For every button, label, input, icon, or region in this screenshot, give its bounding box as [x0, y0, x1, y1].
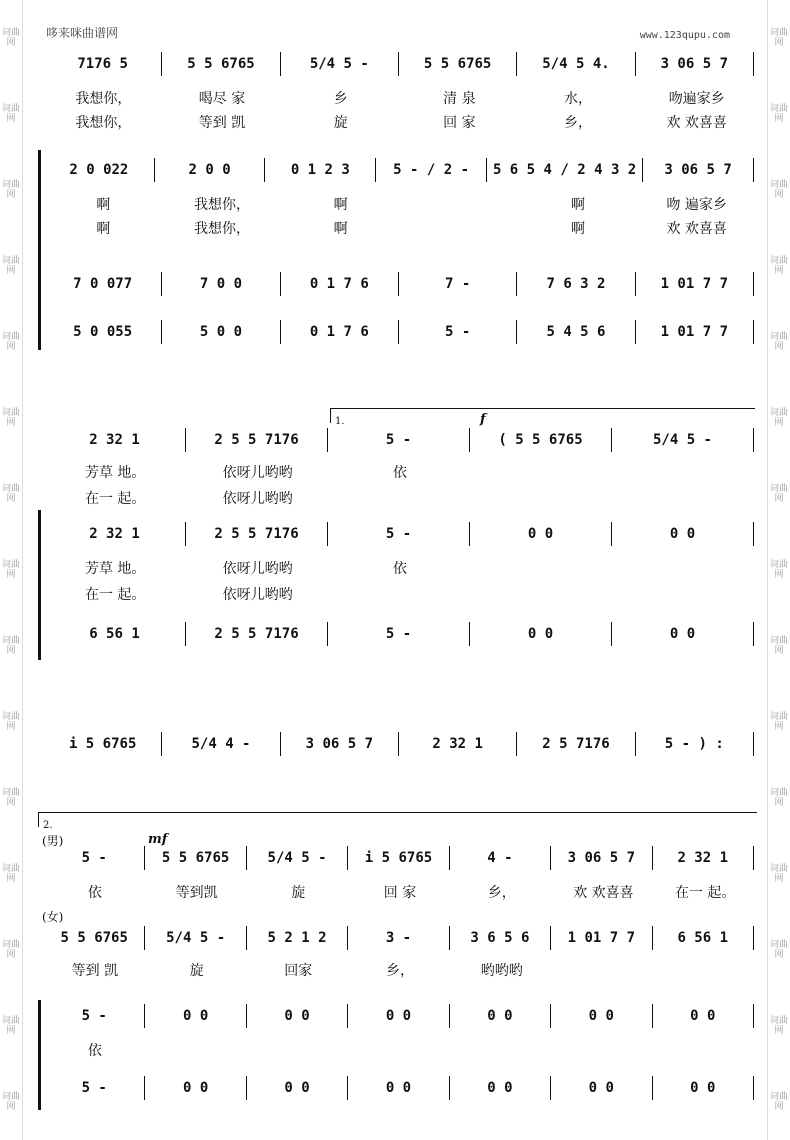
lyric-cell: 等到 凯 [198, 115, 246, 131]
lyric-row [44, 960, 756, 980]
measure: 5 - [327, 522, 469, 546]
lyric-cell: 在一 起。 [84, 587, 146, 603]
lyric-row [44, 462, 756, 482]
measure: 1 01 7 7 [635, 272, 753, 296]
measure: 5/4 5 - [611, 428, 753, 452]
measure: 0 0 [246, 1076, 347, 1100]
system-bracket [38, 1000, 41, 1110]
watermark-mark: 词曲网 [1, 408, 20, 428]
measure: 0 0 [449, 1004, 550, 1028]
measure: 5 5 6765 [398, 52, 516, 76]
lyric-cell: 哟哟哟 [480, 963, 523, 979]
barline [753, 522, 756, 546]
staff-row-male [44, 846, 756, 870]
measure: 4 - [449, 846, 550, 870]
lyric-cell: 乡 [333, 91, 348, 107]
barline [753, 428, 756, 452]
measure: 5 - [81, 1080, 107, 1096]
lyric-cell: 在一 起。 [674, 885, 736, 901]
right-watermark-strip [767, 0, 790, 1140]
lyric-cell: 在一 起。 [84, 491, 146, 507]
watermark-mark: 词曲网 [1, 180, 20, 200]
measure: 3 06 5 7 [550, 846, 651, 870]
measure: 2 5 5 7176 [185, 522, 327, 546]
lyric-cell: 芳草 地。 [84, 561, 146, 577]
dynamic-mf: mf [148, 832, 168, 847]
lyric-row [44, 882, 756, 902]
measure: 7 - [398, 272, 516, 296]
measure: 0 0 [652, 1004, 753, 1028]
measure: 0 0 [550, 1004, 651, 1028]
watermark-mark: 词曲网 [1, 1016, 20, 1036]
measure: 5 5 6765 [161, 52, 279, 76]
lyric-cell: 我想你， [75, 115, 132, 131]
measure: 0 0 [469, 522, 611, 546]
measure: 2 5 7176 [516, 732, 634, 756]
barline [753, 926, 756, 950]
lyric-cell: 芳草 地。 [84, 465, 146, 481]
staff-row-voice3 [44, 272, 756, 296]
measure: 3 06 5 7 [635, 52, 753, 76]
measure: 5 - [327, 622, 469, 646]
measure: i 5 6765 [68, 736, 137, 752]
measure: 5 - [81, 850, 107, 866]
barline [753, 320, 756, 344]
site-name: 哆来咪曲谱网 [46, 26, 119, 40]
measure: 5/4 5 4. [516, 52, 634, 76]
watermark-mark: 词曲网 [769, 788, 788, 808]
measure: 2 0 022 [69, 162, 129, 178]
watermark-mark: 词曲网 [1, 104, 20, 124]
measure: 0 0 [144, 1076, 245, 1100]
lyric-cell: 啊 [571, 221, 586, 237]
lyric-cell: 水， [564, 91, 593, 107]
barline [753, 732, 756, 756]
measure: 0 0 [246, 1004, 347, 1028]
lyric-row [44, 488, 756, 508]
lyric-cell: 回家 [284, 963, 313, 979]
measure: 2 32 1 [89, 432, 140, 448]
watermark-mark: 词曲网 [1, 560, 20, 580]
measure: 0 0 [550, 1076, 651, 1100]
watermark-mark: 词曲网 [769, 28, 788, 48]
lyric-cell: 啊 [333, 197, 348, 213]
watermark-mark: 词曲网 [769, 180, 788, 200]
lyric-cell: 欢 欢喜喜 [666, 221, 727, 237]
lyric-cell: 欢 欢喜喜 [666, 115, 727, 131]
staff-row-voice1 [44, 52, 756, 76]
watermark-mark: 词曲网 [769, 408, 788, 428]
measure: ( 5 5 6765 [469, 428, 611, 452]
lyric-cell: 我想你， [194, 197, 250, 213]
lyric-cell: 旋 [291, 885, 306, 901]
measure: 5/4 5 - [280, 52, 398, 76]
measure: 2 0 0 [154, 158, 265, 182]
measure: 1 01 7 7 [550, 926, 651, 950]
measure: 3 06 5 7 [280, 732, 398, 756]
lyric-cell: 依呀儿哟哟 [222, 491, 293, 507]
voice-label-male: (男) [42, 834, 64, 848]
staff-row-continuation [44, 732, 756, 756]
measure: 5 5 6765 [60, 930, 128, 946]
measure: 5/4 4 - [161, 732, 279, 756]
measure: 5 0 0 [161, 320, 279, 344]
watermark-mark: 词曲网 [769, 560, 788, 580]
staff-row-voice2 [44, 158, 756, 182]
lyric-cell: 依 [393, 465, 408, 481]
measure: 5/4 5 - [144, 926, 245, 950]
lyric-cell: 依 [87, 1043, 102, 1059]
barline [753, 158, 756, 182]
measure: 0 0 [347, 1076, 448, 1100]
watermark-mark: 词曲网 [1, 636, 20, 656]
watermark-mark: 词曲网 [1, 712, 20, 732]
measure: 5 - [398, 320, 516, 344]
lyric-row [44, 194, 756, 214]
barline [753, 1004, 756, 1028]
measure: 5 2 1 2 [246, 926, 347, 950]
barline [753, 846, 756, 870]
staff-row-voice3 [44, 622, 756, 646]
measure: 7 6 3 2 [516, 272, 634, 296]
system-bracket [38, 150, 41, 350]
staff-row-voice4 [44, 1076, 756, 1100]
measure: 0 1 7 6 [280, 272, 398, 296]
measure: 0 1 7 6 [280, 320, 398, 344]
watermark-mark: 词曲网 [769, 712, 788, 732]
lyric-cell: 喝尽 家 [198, 91, 246, 107]
measure: 0 0 [611, 522, 753, 546]
watermark-mark: 词曲网 [769, 864, 788, 884]
watermark-mark: 词曲网 [1, 864, 20, 884]
lyric-cell: 旋 [333, 115, 348, 131]
measure: 0 0 [449, 1076, 550, 1100]
measure: 5 - [327, 428, 469, 452]
lyric-cell: 啊 [571, 197, 586, 213]
lyric-cell: 我想你， [194, 221, 250, 237]
lyric-cell: 乡， [564, 115, 593, 131]
watermark-mark: 词曲网 [1, 788, 20, 808]
measure: 5 4 5 6 [516, 320, 634, 344]
lyric-cell: 乡， [386, 963, 415, 979]
staff-row-voice4 [44, 320, 756, 344]
measure: 2 5 5 7176 [185, 428, 327, 452]
measure: 2 32 1 [398, 732, 516, 756]
lyric-cell: 回 家 [383, 885, 417, 901]
measure: i 5 6765 [347, 846, 448, 870]
voice-label-female: (女) [42, 910, 64, 924]
watermark-mark: 词曲网 [1, 940, 20, 960]
lyric-row [44, 1040, 756, 1060]
lyric-row [44, 112, 756, 132]
volta-second [38, 812, 757, 831]
measure: 0 0 [347, 1004, 448, 1028]
measure: 3 06 5 7 [642, 158, 753, 182]
measure: 6 56 1 [652, 926, 753, 950]
lyric-row [44, 584, 756, 604]
measure: 7176 5 [77, 56, 128, 72]
measure: 5 6 5 4 / 2 4 3 2 [486, 158, 642, 182]
barline [753, 1076, 756, 1100]
site-url: www.123qupu.com [639, 30, 730, 41]
watermark-mark: 词曲网 [769, 1016, 788, 1036]
watermark-mark: 词曲网 [1, 484, 20, 504]
watermark-mark: 词曲网 [769, 636, 788, 656]
watermark-mark: 词曲网 [769, 256, 788, 276]
watermark-mark: 词曲网 [769, 484, 788, 504]
measure: 0 0 [611, 622, 753, 646]
dynamic-f: f [480, 412, 486, 427]
lyric-cell: 啊 [96, 221, 111, 237]
lyric-cell: 旋 [189, 963, 204, 979]
measure: 3 6 5 6 [449, 926, 550, 950]
measure: 5 0 055 [73, 324, 133, 340]
lyric-cell: 回 家 [443, 115, 476, 131]
staff-row-voice1 [44, 428, 756, 452]
system-bracket [38, 510, 41, 660]
staff-row-female [44, 926, 756, 950]
lyric-row [44, 88, 756, 108]
measure: 7 0 0 [161, 272, 279, 296]
lyric-cell: 依呀儿哟哟 [222, 465, 293, 481]
watermark-mark: 词曲网 [769, 104, 788, 124]
staff-row-voice2 [44, 522, 756, 546]
watermark-mark: 词曲网 [769, 1092, 788, 1112]
barline [753, 272, 756, 296]
measure: 2 5 5 7176 [185, 622, 327, 646]
measure: 5 - ) : [635, 732, 753, 756]
staff-row-voice3 [44, 1004, 756, 1028]
lyric-row [44, 218, 756, 238]
volta-first [330, 408, 755, 427]
lyric-cell: 欢 欢喜喜 [573, 885, 634, 901]
measure: 1 01 7 7 [635, 320, 753, 344]
measure: 5/4 5 - [246, 846, 347, 870]
measure: 0 0 [144, 1004, 245, 1028]
lyric-cell: 吻 遍家乡 [666, 197, 727, 213]
lyric-cell: 依 [393, 561, 408, 577]
measure: 2 32 1 [652, 846, 753, 870]
left-watermark-strip [0, 0, 23, 1140]
lyric-cell: 啊 [333, 221, 348, 237]
lyric-cell: 我想你， [75, 91, 132, 107]
lyric-cell: 吻遍家乡 [668, 91, 725, 107]
lyric-cell: 啊 [96, 197, 111, 213]
measure: 0 0 [469, 622, 611, 646]
watermark-mark: 词曲网 [1, 332, 20, 352]
volta-first-label: 1. [335, 416, 345, 427]
measure: 5 - [81, 1008, 107, 1024]
measure: 2 32 1 [89, 526, 140, 542]
lyric-cell: 等到 凯 [71, 963, 119, 979]
watermark-mark: 词曲网 [769, 940, 788, 960]
lyric-cell: 乡， [487, 885, 516, 901]
lyric-cell: 等到凯 [175, 885, 218, 901]
lyric-cell: 依呀儿哟哟 [222, 561, 293, 577]
measure: 6 56 1 [89, 626, 140, 642]
lyric-row [44, 558, 756, 578]
measure: 0 0 [652, 1076, 753, 1100]
measure: 7 0 077 [73, 276, 133, 292]
watermark-mark: 词曲网 [1, 28, 20, 48]
measure: 5 5 6765 [144, 846, 245, 870]
measure: 5 - / 2 - [375, 158, 486, 182]
watermark-mark: 词曲网 [769, 332, 788, 352]
volta-second-label: 2. [43, 820, 53, 831]
lyric-cell: 清 泉 [443, 91, 476, 107]
barline [753, 52, 756, 76]
measure: 3 - [347, 926, 448, 950]
lyric-cell: 依 [87, 885, 102, 901]
watermark-mark: 词曲网 [1, 1092, 20, 1112]
lyric-cell: 依呀儿哟哟 [222, 587, 293, 603]
watermark-mark: 词曲网 [1, 256, 20, 276]
measure: 0 1 2 3 [264, 158, 375, 182]
barline [753, 622, 756, 646]
